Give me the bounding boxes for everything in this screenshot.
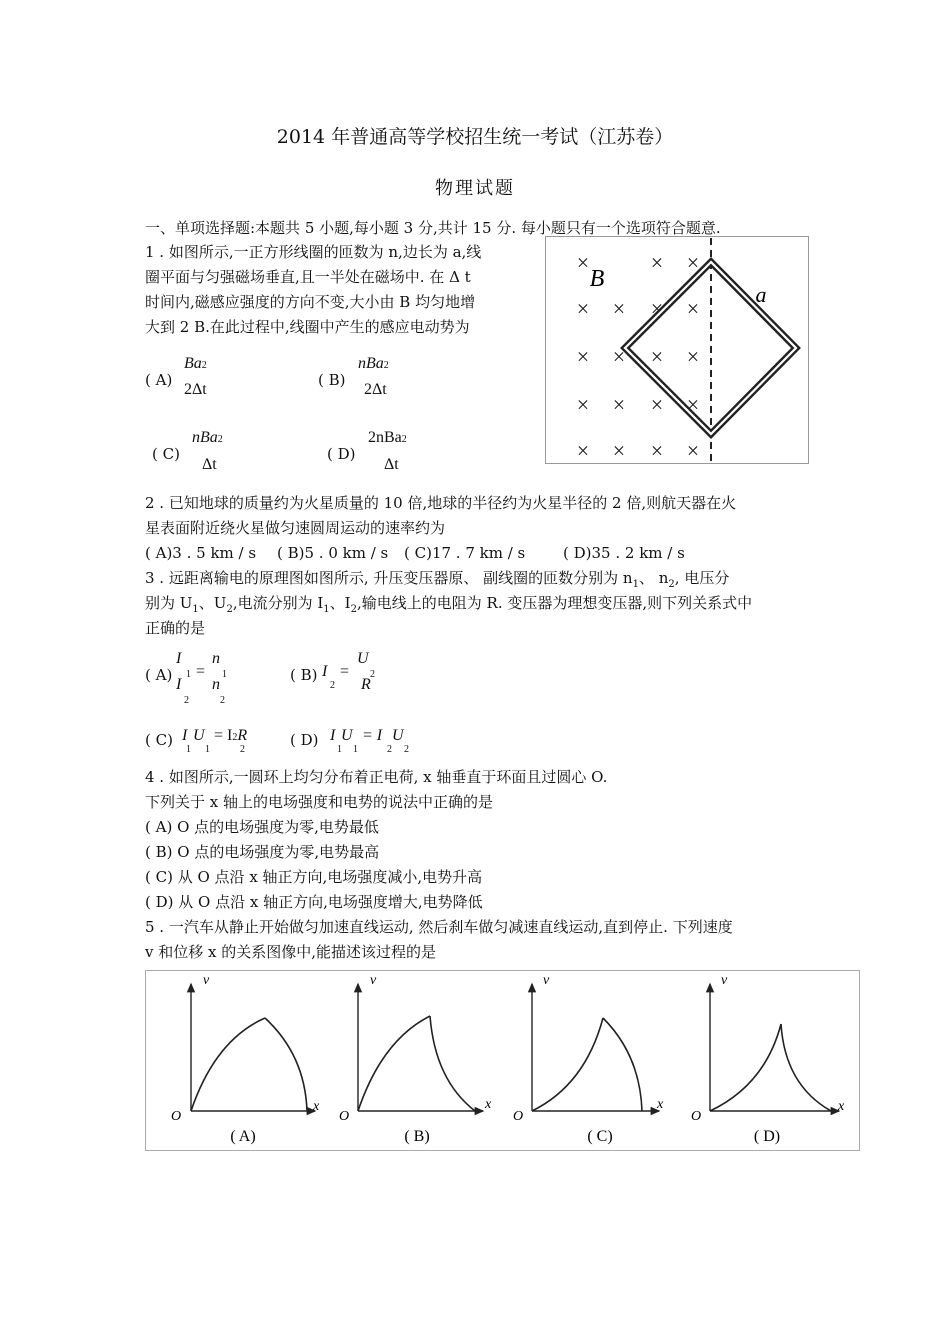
graph-a-origin: O <box>171 1109 182 1124</box>
q3-a-n2: n <box>212 676 220 693</box>
q2-line-1: 2 . 已知地球的质量约为火星质量的 10 倍,地球的半径约为火星半径的 2 倍,则航天器在火 <box>145 494 737 512</box>
q3-c-i2-sub: 2 <box>240 744 245 755</box>
exam-subtitle: 物理试题 <box>435 178 515 199</box>
q1-option-c-label: ( C) <box>152 445 180 463</box>
q3-a-i1-sub: 1 <box>186 669 191 680</box>
field-cross-mark: × <box>612 392 626 417</box>
q3-b-i: I <box>322 663 328 680</box>
q2-line-2: 星表面附近绕火星做匀速圆周运动的速率约为 <box>145 519 446 537</box>
q1-option-a-denominator: 2Δt <box>184 381 207 398</box>
q1-option-d-denominator: Δt <box>384 456 399 473</box>
field-cross-mark: × <box>650 392 664 417</box>
field-cross-mark: × <box>576 344 590 369</box>
q3-d-u1: U <box>341 727 353 744</box>
q3-line-3: 正确的是 <box>145 619 206 637</box>
q2-option-b: ( B)5 . 0 km / s <box>277 544 389 562</box>
q3-c-i1-sub: 1 <box>186 744 191 755</box>
q3-d-u2-sub: 2 <box>404 744 409 755</box>
graph-b <box>339 973 492 1145</box>
q5-velocity-displacement-graphs <box>145 970 860 1152</box>
q3-b-u-sub: 2 <box>370 669 375 680</box>
q1-line-1: 1 . 如图所示,一正方形线圈的匝数为 n,边长为 a,线 <box>145 243 482 261</box>
q3-c-rhs: = I2R <box>214 727 248 744</box>
field-cross-mark: × <box>576 392 590 417</box>
q3-a-n1-sub: 1 <box>222 669 227 680</box>
q4-line-1: 4 . 如图所示,一圆环上均匀分布着正电荷, x 轴垂直于环面且过圆心 O. <box>145 768 608 786</box>
graph-a-v-label: v <box>203 973 210 988</box>
q3-b-equals: = <box>340 663 350 680</box>
q3-c-i1: I <box>182 727 188 744</box>
q4-option-a: ( A) O 点的电场强度为零,电势最低 <box>145 818 379 836</box>
q1-option-b-denominator: 2Δt <box>364 381 387 398</box>
q2-option-c: ( C)17 . 7 km / s <box>404 544 526 562</box>
field-cross-mark: × <box>686 344 700 369</box>
q1-option-c-numerator: nBa2 <box>192 429 223 446</box>
graph-a-x-label: x <box>313 1099 320 1114</box>
q3-a-equals: = <box>196 663 206 680</box>
side-label-a: a <box>755 282 767 307</box>
field-cross-mark: × <box>650 296 664 321</box>
graph-c-origin: O <box>513 1109 524 1124</box>
q3-d-i1-sub: 1 <box>337 744 342 755</box>
q3-option-c-label: ( C) <box>145 731 173 749</box>
section-heading: 一、单项选择题:本题共 5 小题,每小题 3 分,共计 15 分. 每小题只有一个选项符合题意. <box>145 219 721 237</box>
field-cross-mark: × <box>650 250 664 275</box>
graph-b-label: ( B) <box>404 1128 430 1145</box>
field-cross-mark: × <box>576 296 590 321</box>
q3-d-u2: U <box>392 727 404 744</box>
graph-d-x-label: x <box>838 1099 845 1114</box>
q3-c-u1: U <box>193 727 205 744</box>
q1-option-c-denominator: Δt <box>202 456 217 473</box>
q4-option-c: ( C) 从 O 点沿 x 轴正方向,电场强度减小,电势升高 <box>145 868 483 886</box>
field-cross-mark: × <box>686 250 700 275</box>
field-label-b: B <box>589 266 605 292</box>
q3-b-r: R <box>361 676 371 693</box>
q3-option-d-label: ( D) <box>290 731 319 749</box>
q3-line-1: 3 . 远距离输电的原理图如图所示, 升压变压器原、 副线圈的匝数分别为 $n_1$、 $n_2$, 电压分 <box>145 569 730 590</box>
graph-d <box>691 973 845 1145</box>
q2-option-a: ( A)3 . 5 km / s <box>145 544 257 562</box>
graph-c-label: ( C) <box>587 1128 613 1145</box>
field-cross-mark: × <box>686 392 700 417</box>
q1-line-2: 圈平面与匀强磁场垂直,且一半处在磁场中. 在 Δ t <box>145 268 471 286</box>
q3-c-u1-sub: 1 <box>205 744 210 755</box>
q3-option-b-label: ( B) <box>290 666 318 684</box>
graph-b-x-label: x <box>485 1097 492 1112</box>
q5-line-2: v 和位移 x 的关系图像中,能描述该过程的是 <box>145 943 437 961</box>
q2-option-d: ( D)35 . 2 km / s <box>563 544 685 562</box>
q3-d-rhs: = I <box>362 727 383 744</box>
q5-line-1: 5 . 一汽车从静止开始做匀加速直线运动, 然后刹车做匀减速直线运动,直到停止. 下列速度 <box>145 918 733 936</box>
q3-line-2: 别为 $U_1$、$U_2$,电流分别为 $I_1$、$I_2$,输电线上的电阻为 R. 变压器为理想变压器,则下列关系式中 <box>145 594 753 615</box>
field-cross-mark: × <box>686 296 700 321</box>
q3-a-i1: I <box>176 650 182 667</box>
q3-b-i-sub: 2 <box>330 680 335 691</box>
field-cross-mark: × <box>612 438 626 463</box>
q3-a-n2-sub: 2 <box>220 695 225 706</box>
q1-magnetic-field-figure <box>545 236 809 464</box>
q1-option-d-label: ( D) <box>327 445 356 463</box>
q3-a-i2-sub: 2 <box>184 695 189 706</box>
field-cross-mark: × <box>612 296 626 321</box>
q3-a-i2: I <box>176 676 182 693</box>
q3-d-i1: I <box>330 727 336 744</box>
field-cross-mark: × <box>650 344 664 369</box>
q1-line-3: 时间内,磁感应强度的方向不变,大小由 B 均匀地增 <box>145 293 476 311</box>
q1-option-b-label: ( B) <box>318 371 346 389</box>
field-cross-mark: × <box>576 250 590 275</box>
q4-option-d: ( D) 从 O 点沿 x 轴正方向,电场强度增大,电势降低 <box>145 893 483 911</box>
q3-b-u: U <box>357 650 369 667</box>
exam-title: 2014 年普通高等学校招生统一考试（江苏卷） <box>276 126 674 148</box>
q3-d-u1-sub: 1 <box>353 744 358 755</box>
q1-option-d-numerator: 2nBa2 <box>368 429 407 446</box>
q1-line-4: 大到 2 B.在此过程中,线圈中产生的感应电动势为 <box>145 318 470 336</box>
graph-c <box>513 973 664 1145</box>
field-cross-mark: × <box>612 344 626 369</box>
graph-c-x-label: x <box>657 1097 664 1112</box>
field-cross-mark: × <box>686 438 700 463</box>
graph-d-v-label: v <box>721 973 728 988</box>
q1-option-a-numerator: Ba2 <box>184 355 207 372</box>
q4-line-2: 下列关于 x 轴上的电场强度和电势的说法中正确的是 <box>145 793 493 811</box>
q4-option-b: ( B) O 点的电场强度为零,电势最高 <box>145 843 380 861</box>
field-cross-mark: × <box>576 438 590 463</box>
q1-option-b-numerator: nBa2 <box>358 355 389 372</box>
field-cross-mark: × <box>650 438 664 463</box>
q3-a-n1: n <box>212 650 220 667</box>
graph-b-v-label: v <box>370 973 377 988</box>
graph-d-origin: O <box>691 1109 702 1124</box>
graph-d-label: ( D) <box>753 1128 781 1145</box>
graph-b-origin: O <box>339 1109 350 1124</box>
graph-c-v-label: v <box>543 973 550 988</box>
q1-option-a-label: ( A) <box>145 371 173 389</box>
q3-option-a-label: ( A) <box>145 666 173 684</box>
q3-d-i2-sub: 2 <box>387 744 392 755</box>
graph-a-label: ( A) <box>230 1128 256 1145</box>
graph-a <box>171 973 320 1145</box>
